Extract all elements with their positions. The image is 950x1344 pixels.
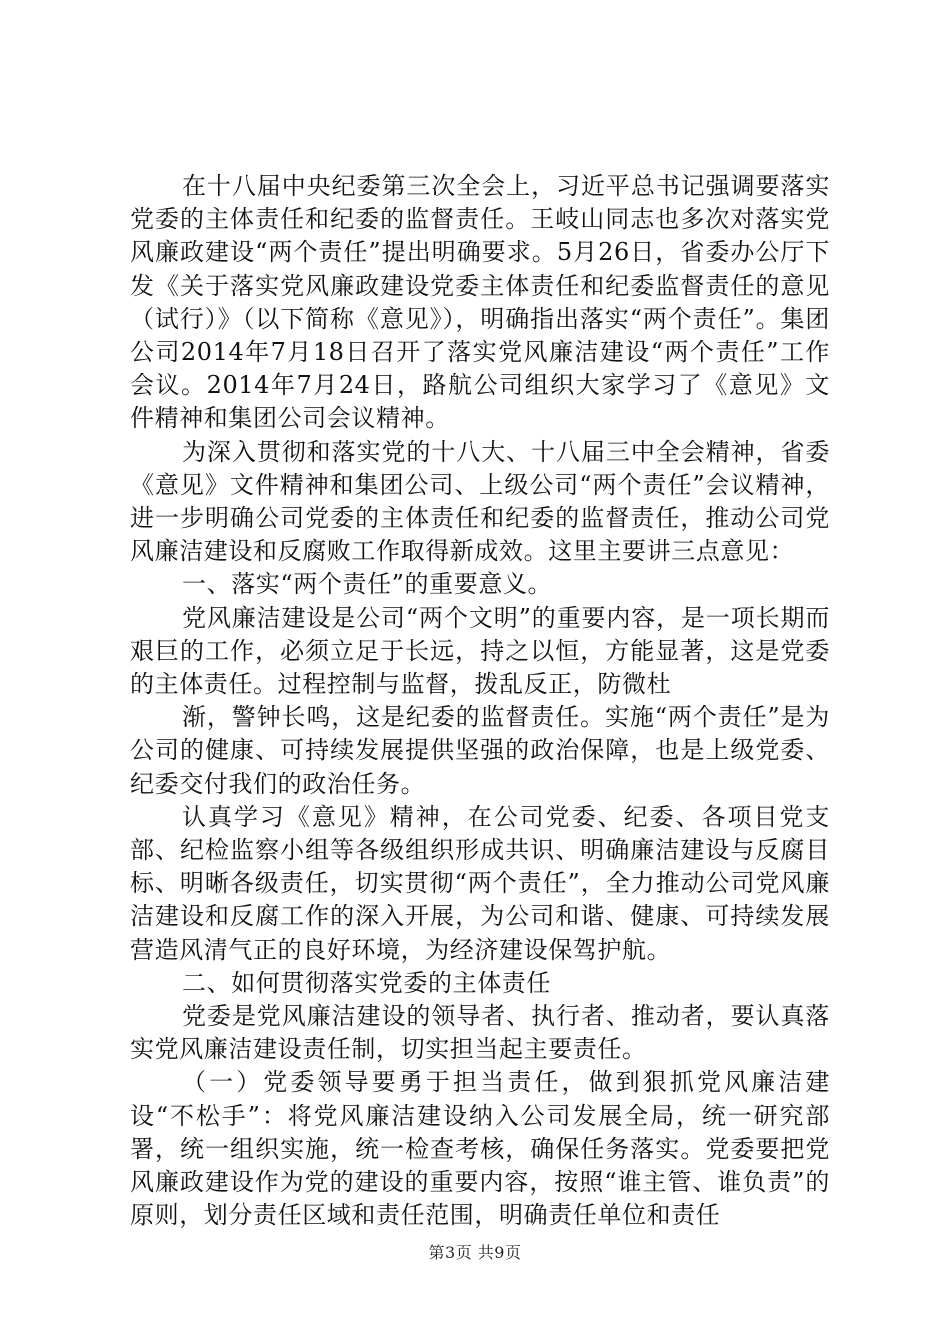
page-number-footer: 第3页 共9页: [428, 1243, 522, 1262]
section-heading-2: 二、如何贯彻落实党委的主体责任: [182, 968, 551, 997]
paragraph-study: 认真学习《意见》精神，在公司党委、纪委、各项目党支部、纪检监察小组等各级组织形成共识、明确廉洁建设与反腐目标、明晰各级责任，切实贯彻“两个责任”，全力推动公司党风廉洁建设和反腐工作的深入开展，为公司和谐、健康、可持续发展营造风清气正的良好环境，为经济建设保驾护航。: [130, 802, 830, 964]
section-heading-1: 一、落实“两个责任”的重要意义。: [182, 570, 553, 599]
paragraph-party-committee: 党委是党风廉洁建设的领导者、执行者、推动者，要认真落实党风廉洁建设责任制，切实担当起主要责任。: [130, 1002, 830, 1064]
document-body: [130, 170, 830, 1233]
paragraph-purpose: 为深入贯彻和落实党的十八大、十八届三中全会精神，省委《意见》文件精神和集团公司、上级公司“两个责任”会议精神，进一步明确公司党委的主体责任和纪委的监督责任，推动公司党风廉洁建设和反腐败工作取得新成效。这里主要讲三点意见：: [130, 437, 830, 566]
paragraph-significance: 党风廉洁建设是公司“两个文明”的重要内容，是一项长期而艰巨的工作，必须立足于长远，持之以恒，方能显著，这是党委的主体责任。过程控制与监督，拨乱反正，防微杜: [130, 603, 830, 699]
paragraph-intro: 在十八届中央纪委第三次全会上，习近平总书记强调要落实党委的主体责任和纪委的监督责任。王岐山同志也多次对落实党风廉政建设“两个责任”提出明确要求。5月26日，省委办公厅下发《关于落实党风廉政建设党委主体责任和纪委监督责任的意见（试行）》（以下简称《意见》），明确指出落实“两个责任”。集团公司2014年7月18日召开了落实党风廉洁建设“两个责任”工作会议。2014年7月24日，路航公司组织大家学习了《意见》文件精神和集团公司会议精神。: [130, 172, 830, 433]
paragraph-significance-cont: 渐，警钟长鸣，这是纪委的监督责任。实施“两个责任”是为公司的健康、可持续发展提供坚强的政治保障，也是上级党委、纪委交付我们的政治任务。: [130, 703, 830, 798]
paragraph-subsection-1: （一）党委领导要勇于担当责任，做到狠抓党风廉洁建设“不松手”：将党风廉洁建设纳入公司发展全局，统一研究部署，统一组织实施，统一检查考核，确保任务落实。党委要把党风廉政建设作为党的建设的重要内容，按照“谁主管、谁负责”的原则，划分责任区域和责任范围，明确责任单位和责任: [130, 1068, 830, 1230]
